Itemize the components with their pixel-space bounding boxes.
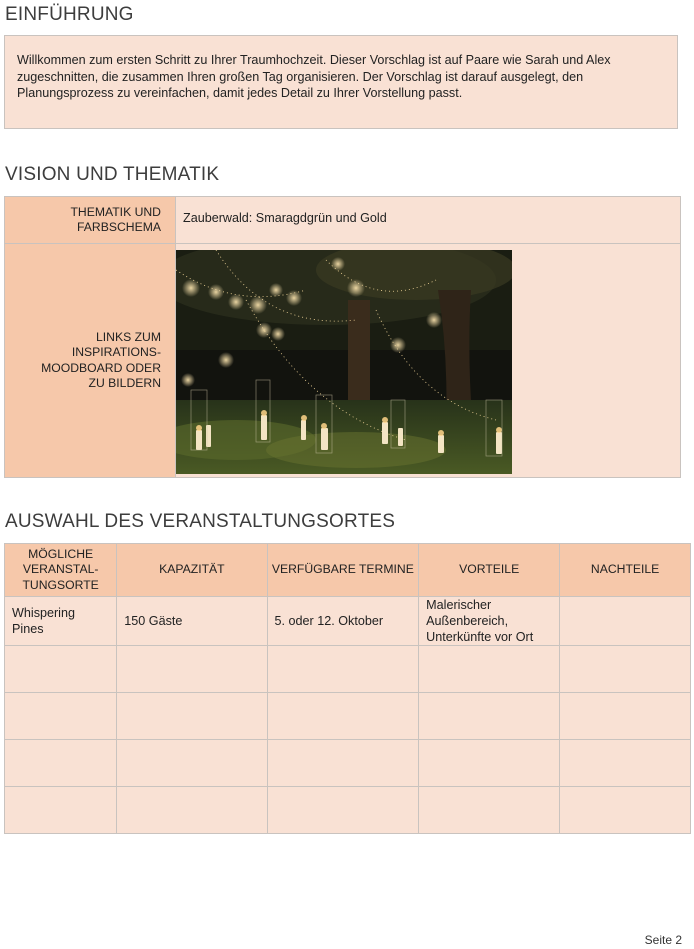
venue-heading: AUSWAHL DES VERANSTALTUNGSORTES (5, 511, 396, 532)
theme-label-line: THEMATIK UND (70, 204, 161, 219)
col-header-dates: VERFÜGBARE TERMINE (267, 544, 419, 597)
theme-label-line: FARBSCHEMA (77, 220, 161, 234)
table-row (5, 693, 691, 740)
venue-name-line: Pines (12, 622, 44, 636)
empty-cell[interactable] (419, 693, 560, 740)
empty-cell[interactable] (5, 787, 117, 834)
col-header-line: MÖGLICHE (28, 546, 94, 561)
empty-cell[interactable] (267, 693, 419, 740)
col-header-pros: VORTEILE (419, 544, 560, 597)
col-header-cons: NACHTEILE (560, 544, 691, 597)
venue-name-cell[interactable] (5, 597, 117, 646)
links-label-line: LINKS ZUM (95, 329, 161, 344)
venue-name-line: Whispering (12, 606, 75, 620)
empty-cell[interactable] (419, 740, 560, 787)
vision-heading: VISION UND THEMATIK (5, 164, 220, 185)
empty-cell[interactable] (117, 693, 267, 740)
intro-text-box (4, 35, 678, 129)
intro-heading: EINFÜHRUNG (5, 4, 134, 25)
cons-cell[interactable] (560, 597, 691, 646)
pros-line: Unterkünfte vor Ort (426, 630, 534, 644)
empty-cell[interactable] (267, 646, 419, 693)
col-header-line: VERANSTAL- (22, 562, 99, 577)
empty-cell[interactable] (560, 740, 691, 787)
dates-cell[interactable]: 5. oder 12. Oktober (267, 597, 419, 646)
theme-value: Zauberwald: Smaragdgrün und Gold (183, 211, 387, 225)
links-label-line: ZU BILDERN (88, 376, 161, 390)
links-label-line: INSPIRATIONS- (71, 345, 161, 359)
empty-cell[interactable] (117, 740, 267, 787)
col-header-line: TUNGSORTE (22, 577, 99, 592)
pros-line: Außenbereich, (426, 614, 509, 628)
empty-cell[interactable] (5, 740, 117, 787)
empty-cell[interactable] (117, 787, 267, 834)
empty-cell[interactable] (267, 740, 419, 787)
forest-candles-photo (176, 250, 512, 474)
vision-table (4, 196, 681, 478)
links-label (5, 244, 176, 478)
intro-text: Willkommen zum ersten Schritt zu Ihrer Traumhochzeit. Dieser Vorschlag ist auf Paare wie Sarah und Alex zugeschnitten, die zusammen Ihren großen Tag organisieren. Der Vorschlag ist darauf ausgelegt, den Planungsprozess zu vereinfachen, damit jedes Detail zu Ihrer Vorstellung passt. (17, 53, 611, 100)
theme-label (5, 197, 176, 244)
empty-cell[interactable] (117, 646, 267, 693)
page-number: Seite 2 (644, 933, 682, 947)
venue-header-row (5, 544, 691, 597)
empty-cell[interactable] (560, 693, 691, 740)
theme-value-cell[interactable] (176, 197, 681, 244)
col-header-capacity: KAPAZITÄT (117, 544, 267, 597)
empty-cell[interactable] (267, 787, 419, 834)
table-row (5, 597, 691, 646)
table-row (5, 646, 691, 693)
empty-cell[interactable] (5, 646, 117, 693)
table-row (5, 787, 691, 834)
table-row (5, 740, 691, 787)
pros-line: Malerischer (426, 598, 492, 612)
empty-cell[interactable] (419, 787, 560, 834)
capacity-cell[interactable]: 150 Gäste (117, 597, 267, 646)
empty-cell[interactable] (560, 787, 691, 834)
pros-cell[interactable] (419, 597, 560, 646)
empty-cell[interactable] (419, 646, 560, 693)
col-header-venues (5, 544, 117, 597)
empty-cell[interactable] (560, 646, 691, 693)
moodboard-cell[interactable] (176, 244, 681, 478)
links-label-line: MOODBOARD ODER (41, 360, 161, 375)
venue-table (4, 543, 691, 834)
empty-cell[interactable] (5, 693, 117, 740)
